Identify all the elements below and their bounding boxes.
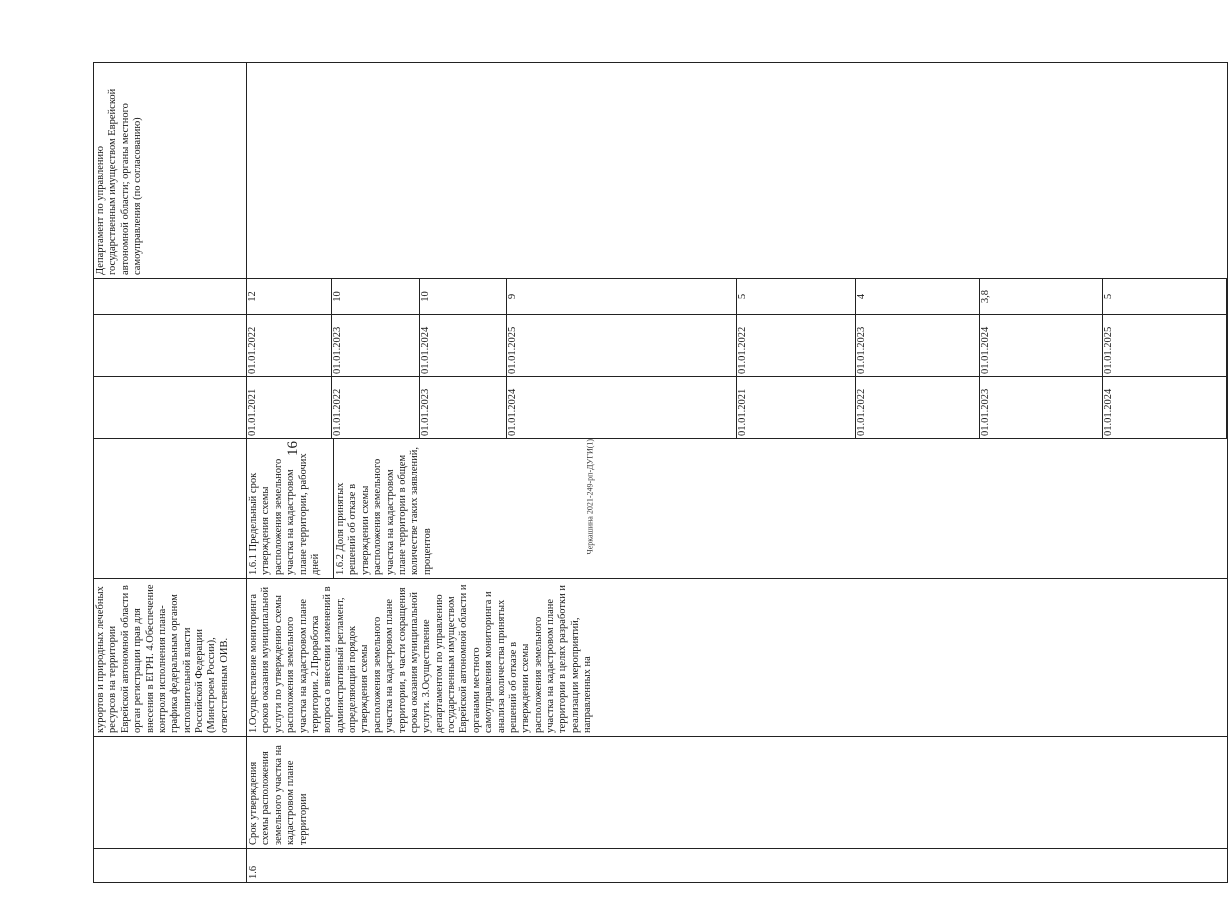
cell-responsible: Департамент по управлению государственным имуществом Еврейской автономной области; органы местного самоуправления (по согласованию) (94, 63, 247, 279)
date-cell: 01.01.2022 (331, 377, 419, 438)
table-row (247, 63, 1228, 883)
document-id: Черкашина 2021-249-рп-ДУГИ(1) (585, 438, 595, 555)
date-cell: 01.01.2023 (419, 377, 507, 438)
cell-empty (94, 737, 247, 849)
cell-responsible-empty (247, 63, 1228, 279)
date-cell: 01.01.2023 (856, 315, 980, 376)
values-2 (737, 279, 1227, 314)
date-cell: 01.01.2021 (737, 377, 856, 438)
table-row (94, 63, 247, 883)
measures-table (93, 62, 1228, 883)
cell-indicator-name: Срок утверждения схемы расположения земельного участка на кадастровом плане территории (247, 737, 1228, 849)
cell-values (247, 279, 1228, 315)
date-cell: 01.01.2021 (247, 377, 331, 438)
date-cell: 01.01.2024 (419, 315, 507, 376)
cell-row-number: 1.6 (247, 849, 1228, 883)
cell-start-dates (247, 377, 1228, 439)
page-number: 16 (285, 441, 301, 456)
date-cell: 01.01.2024 (507, 377, 737, 438)
date-cell: 01.01.2025 (1103, 315, 1227, 376)
value-cell: 5 (1103, 279, 1227, 314)
values-1 (247, 279, 737, 314)
cell-empty (94, 849, 247, 883)
end-dates-1 (247, 315, 737, 376)
cell-measures-continued: курортов и природных лечебных ресурсов на территории Еврейской автономной области в орган регистрации прав для внесения в ЕГРН. 4.Обеспечение контроля исполнения плана-графика федеральным органом исполнительной власти Российской Федерации (Минстроем России), ответственным ОИВ. (94, 579, 247, 737)
end-dates-2 (737, 315, 1227, 376)
value-cell: 9 (507, 279, 737, 314)
cell-empty (94, 439, 247, 579)
value-cell: 10 (331, 279, 419, 314)
start-dates-1 (247, 377, 737, 438)
indicator-1-name: 1.6.1 Предельный срок утверждения схемы расположения земельного участка на кадастровом плане территории, рабочих дней (247, 439, 334, 578)
value-cell: 12 (247, 279, 331, 314)
cell-empty (94, 279, 247, 315)
value-cell: 5 (737, 279, 856, 314)
cell-measures: 1.Осуществление мониторинга сроков оказания муниципальной услуги по утверждению схемы расположения земельного участка на кадастровом плане территории. 2.Проработка вопроса о внесении изменений в административный регламент, определяющий порядок утверждения схемы расположения земельного участка на кадастровом плане территории, в части сокращения срока оказания муниципальной услуги. 3.Осуществление департаментом по управлению государственным имуществом Еврейской автономной области и органами местного самоуправления мониторинга и анализа количества принятых решений об отказе в утверждении схемы расположения земельного участка на кадастровом плане территории в целях разработки и реализации мероприятий, направленных на (247, 579, 1228, 737)
date-cell: 01.01.2024 (1103, 377, 1227, 438)
value-cell: 3,8 (979, 279, 1103, 314)
date-cell: 01.01.2023 (979, 377, 1103, 438)
date-cell: 01.01.2022 (737, 315, 856, 376)
cell-end-dates (247, 315, 1228, 377)
cell-empty (94, 377, 247, 439)
value-cell: 4 (856, 279, 980, 314)
start-dates-2 (737, 377, 1227, 438)
date-cell: 01.01.2022 (247, 315, 331, 376)
date-cell: 01.01.2023 (331, 315, 419, 376)
date-cell: 01.01.2022 (856, 377, 980, 438)
date-cell: 01.01.2025 (507, 315, 737, 376)
cell-indicators (247, 439, 1228, 579)
date-cell: 01.01.2024 (979, 315, 1103, 376)
value-cell: 10 (419, 279, 507, 314)
cell-empty (94, 315, 247, 377)
indicator-2-name: 1.6.2 Доля принятых решений об отказе в утверждении схемы расположения земельного участка на кадастровом плане территории в общем количестве таких заявлений, процентов (335, 447, 433, 575)
